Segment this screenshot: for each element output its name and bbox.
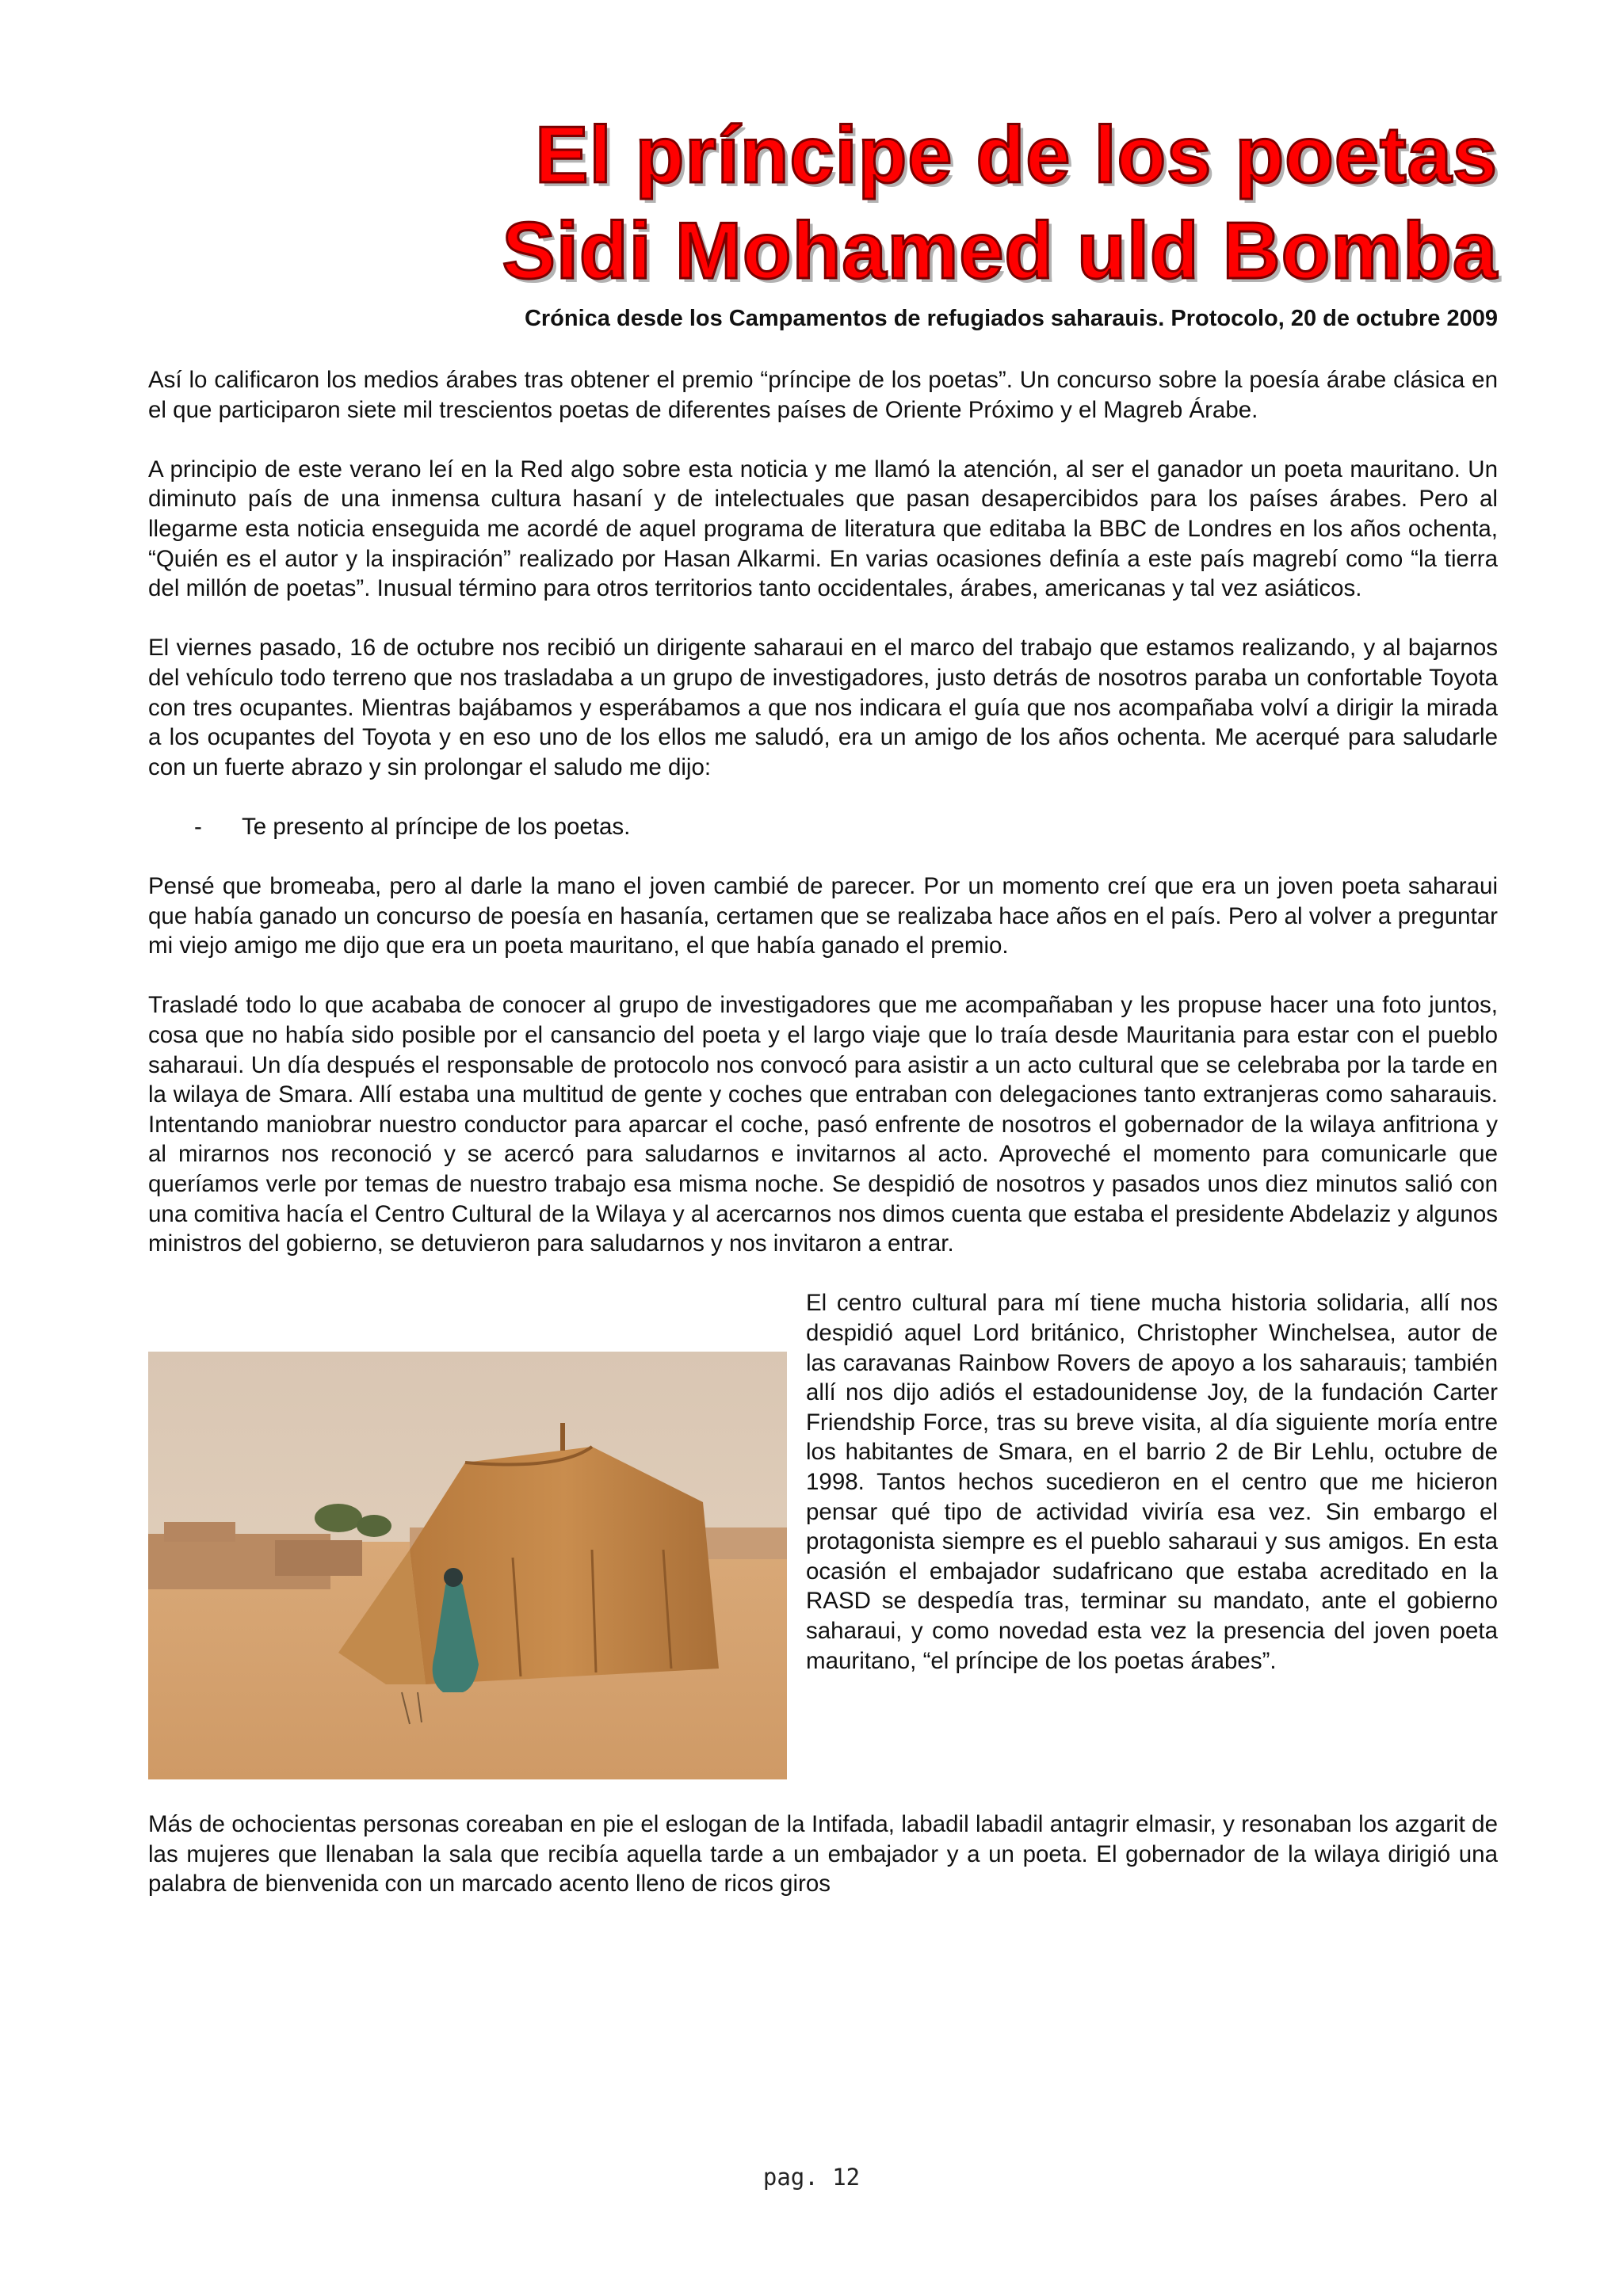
figure-with-text: [148, 1288, 1498, 1779]
paragraph: El viernes pasado, 16 de octubre nos recibió un dirigente saharaui en el marco del trabajo que estamos realizando, y al bajarnos del vehículo todo terreno que nos trasladaba a un grupo de investigadores, justo detrás de nosotros paraba un confortable Toyota con tres ocupantes. Mientras bajábamos y esperábamos a que nos indicara el guía que nos acompañaba volví a dirigir la mirada a los ocupantes del Toyota y en eso uno de los ellos me saludó, era un amigo de los años ochenta. Me acerqué para saludarle con un fuerte abrazo y sin prolongar el saludo me dijo:: [148, 635, 1498, 780]
dialogue-line: [148, 812, 1498, 842]
paragraph: A principio de este verano leí en la Red algo sobre esta noticia y me llamó la atención, al ser el ganador un poeta mauritano. Un diminuto país de una inmensa cultura hasaní y de intelectuales que pasan desapercibidos para los países árabes. Pero al llegarme esta noticia enseguida me acordé de aquel programa de literatura que editaba la BBC de Londres en los años ochenta, “Quién es el autor y la inspiración” realizado por Hasan Alkarmi. En varias ocasiones definía a este país magrebí como “la tierra del millón de poetas”. Inusual término para otros territorios tanto occidentales, árabes, americanas y tal vez asiáticos.: [148, 456, 1498, 602]
article-body: [148, 365, 1498, 1928]
chronicle-subtitle: Crónica desde los Campamentos de refugiados saharauis. Protocolo, 20 de octubre 2009: [524, 306, 1498, 331]
page-number: pag. 12: [762, 2164, 861, 2191]
page-title: [502, 108, 1499, 299]
title-line-1: El príncipe de los poetas: [535, 111, 1498, 200]
paragraph: Trasladé todo lo que acababa de conocer al grupo de investigadores que me acompañaban y les propuse hacer una foto juntos, cosa que no había sido posible por el cansancio del poeta y el largo viaje que lo traía desde Mauritania para estar con el pueblo saharaui. Un día después el responsable de protocolo nos convocó para asistir a un acto cultural que se celebraba por la tarde en la wilaya de Smara. Allí estaba una multitud de gente y coches que entraban con delegaciones tanto extranjeras como saharauis. Intentando maniobrar nuestro conductor para aparcar el coche, pasó enfrente de nosotros el gobernador de la wilaya anfitriona y al mirarnos nos reconoció y se acercó para saludarnos e invitarnos al acto. Aproveché el momento para comunicarle que queríamos verle por temas de nuestro trabajo esa misma noche. Se despidió de nosotros y pasados unos diez minutos salió con una comitiva hacía el Centro Cultural de la Wilaya y al acercarnos nos dimos cuenta que estaba el presidente Abdelaziz y algunos ministros del gobierno, se detuvieron para saludarnos y nos invitaron a entrar.: [148, 992, 1498, 1257]
paragraph: Pensé que bromeaba, pero al darle la mano el joven cambié de parecer. Por un momento creí que era un joven poeta saharaui que había ganado un concurso de poesía en hasanía, certamen que se realizaba hace años en el país. Pero al volver a preguntar mi viejo amigo me dijo que era un poeta mauritano, el que había ganado el premio.: [148, 873, 1498, 959]
dialogue-text: Te presento al príncipe de los poetas.: [242, 813, 631, 840]
dash-marker: -: [194, 813, 202, 840]
paragraph: Más de ochocientas personas coreaban en pie el eslogan de la Intifada, labadil labadil antagrir elmasir, y resonaban los azgarit de las mujeres que llenaban la sala que recibía aquella tarde a un embajador y a un poeta. El gobernador de la wilaya dirigió una palabra de bienvenida con un marcado acento lleno de ricos giros: [148, 1811, 1498, 1897]
tent-photo: [148, 1352, 787, 1779]
paragraph: Así lo calificaron los medios árabes tras obtener el premio “príncipe de los poetas”. Un concurso sobre la poesía árabe clásica en el que participaron siete mil trescientos poetas de diferentes países de Oriente Próximo y el Magreb Árabe.: [148, 367, 1498, 423]
title-line-2: Sidi Mohamed uld Bomba: [502, 207, 1498, 296]
paragraph: El centro cultural para mí tiene mucha historia solidaria, allí nos despidió aquel Lord británico, Christopher Winchelsea, autor de las caravanas Rainbow Rovers de apoyo a los saharauis; también allí nos dijo adiós el estadounidense Joy, de la fundación Carter Friendship Force, tras su breve visita, al día siguiente moría entre los habitantes de Smara, en el barrio 2 de Bir Lehlu, octubre de 1998. Tantos hechos sucedieron en el centro que me hicieron pensar qué tipo de actividad viviría esa vez. Sin embargo el protagonista siempre es el pueblo saharaui y sus amigos. En esta ocasión el embajador sudafricano que estaba acreditado en la RASD se despedía tras, terminar su mandato, ante el gobierno saharaui, y como novedad esta vez la presencia del joven poeta mauritano, “el príncipe de los poetas árabes”.: [806, 1290, 1498, 1674]
